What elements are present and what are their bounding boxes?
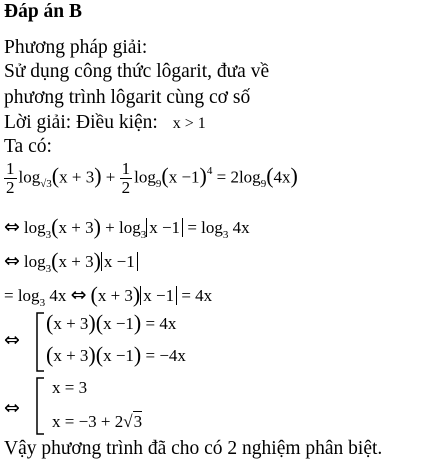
method-line-1: Sử dụng công thức lôgarit, đưa về — [4, 61, 270, 82]
bracket-solutions — [34, 376, 46, 436]
case-b: (x + 3)(x −1) = −4x — [46, 342, 186, 367]
solution-b: x = −3 + 2√3 — [52, 412, 143, 431]
step-1: ⇔ $\log_3(x + 3) + \log_3 x -1 = \log_3 4x$ — [4, 214, 250, 241]
fraction-half-2: $\frac{1}{2}$ — [121, 159, 131, 197]
method-line-2: phương trình lôgarit cùng cơ số — [4, 87, 251, 108]
fraction-half-1: $\frac{1}{2}$ — [6, 159, 15, 197]
sqrt-symbol: √3 — [123, 412, 143, 431]
case-a: (x + 3)(x −1) = 4x — [46, 310, 177, 335]
log-base-sqrt3: √3 — [40, 178, 52, 191]
condition: x > 1 — [172, 115, 206, 132]
equiv-arrow-cases: ⇔ — [4, 329, 20, 351]
answer-heading: Đáp án B — [4, 1, 83, 22]
main-equation: $\frac{1}{2}$ $\log_{√3}(x + 3)$ + $\frac{1}{2}$ $\log_9(x -1)^4 = 2\log_9(4x)$ — [6, 159, 298, 197]
solution-label: Lời giải: Điều kiện: — [4, 112, 158, 133]
solution-a: x = 3 — [52, 378, 88, 397]
bracket-cases — [34, 311, 46, 373]
step-2: ⇔ $\log_3(x + 3)$ x −1 — [4, 250, 138, 274]
equiv-arrow-solutions: ⇔ — [4, 397, 20, 419]
solution-label-line — [4, 112, 206, 134]
step-3: = $\log_3 4x$ ⇔ (x + 3) x −1 = 4x — [4, 282, 213, 309]
ta-co-label: Ta có: — [4, 136, 52, 157]
conclusion: Vậy phương trình đã cho có 2 nghiệm phân biệt. — [4, 438, 383, 459]
method-label: Phương pháp giải: — [4, 37, 148, 58]
